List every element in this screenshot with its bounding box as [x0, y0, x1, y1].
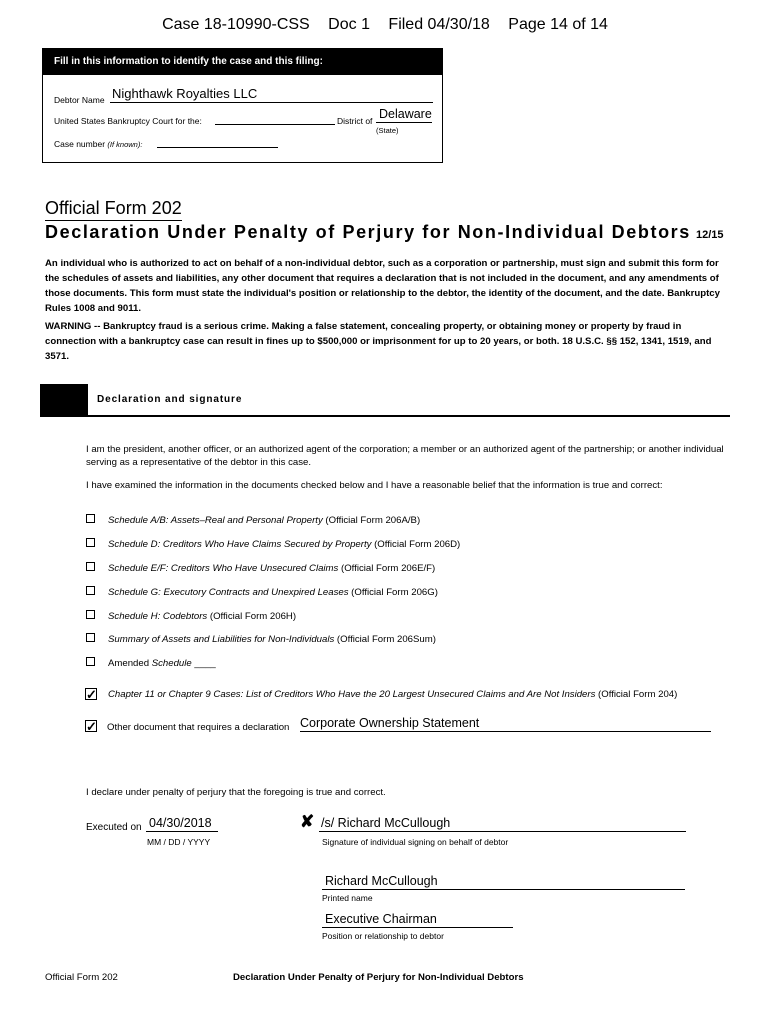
checkbox-schedule-ef[interactable] — [86, 562, 95, 571]
checkbox-schedule-d[interactable] — [86, 538, 95, 547]
checkbox-schedule-ab[interactable] — [86, 514, 95, 523]
checkbox-chapter-11-list[interactable]: ✓ — [86, 687, 97, 702]
position-caption: Position or relationship to debtor — [322, 931, 444, 941]
case-number-label: Case number — [54, 139, 106, 149]
item-schedule-d: Schedule D: Creditors Who Have Claims Secured by Property (Official Form 206D) — [108, 539, 461, 550]
signature-field[interactable] — [319, 816, 686, 832]
form-revision-date: 12/15 — [696, 229, 724, 241]
fraud-warning: WARNING -- Bankruptcy fraud is a serious crime. Making a false statement, concealing property, or obtaining money or property by fraud in connection with a bankruptcy case can result in fines up to $500,000 or imprisonment for up to 20 years, or both. 18 U.S.C. §§ 152, 1341, 1519, and 3571. — [45, 321, 712, 362]
execution-date-value: 04/30/2018 — [149, 816, 212, 830]
item-summary: Summary of Assets and Liabilities for Non-Individuals (Official Form 206Sum) — [108, 634, 436, 645]
part-divider — [40, 415, 730, 417]
other-document-value: Corporate Ownership Statement — [300, 716, 480, 730]
case-number-label-row — [54, 139, 142, 149]
checkbox-other-document[interactable]: ✓ — [86, 719, 97, 734]
examined-statement: I have examined the information in the documents checked below and I have a reasonable belief that the information is true and correct: — [86, 480, 663, 491]
item-schedule-h: Schedule H: Codebtors (Official Form 206H) — [108, 611, 297, 622]
checkbox-summary[interactable] — [86, 633, 95, 642]
item-chapter-11-list: Chapter 11 or Chapter 9 Cases: List of Creditors Who Have the 20 Largest Unsecured Claims and Are Not Insiders (Official Form 204) — [108, 689, 678, 700]
case-identification-heading: Fill in this information to identify the case and this filing: — [42, 48, 443, 75]
position-value: Executive Chairman — [325, 912, 437, 926]
doc-number-header: Doc 1 — [328, 16, 370, 33]
item-other-document-label: Other document that requires a declaration — [107, 722, 290, 733]
other-document-field[interactable] — [300, 716, 711, 732]
declaration-statement: I am the president, another officer, or an authorized agent of the corporation; a member or an authorized agent of the partnership; or another individual serving as a representative of the debtor in this case. — [86, 444, 724, 468]
part-title: Declaration and signature — [97, 394, 243, 405]
position-field[interactable] — [322, 912, 513, 928]
checkbox-amended-schedule[interactable] — [86, 657, 95, 666]
district-value: Delaware — [379, 107, 432, 121]
part-marker — [40, 384, 88, 417]
perjury-declaration: I declare under penalty of perjury that the foregoing is true and correct. — [86, 787, 386, 798]
form-instructions: An individual who is authorized to act on behalf of a non-individual debtor, such as a corporation or partnership, must sign and submit this form for the schedules of assets and liabilities, any other document that requires a declaration that is not included in the document, and any amendments of those documents. This form must state the individual's position or relationship to the debtor, the identity of the document, and the date. Bankruptcy Rules 1008 and 9011. — [45, 258, 720, 314]
signature-value: /s/ Richard McCullough — [321, 816, 451, 830]
form-title: Declaration Under Penalty of Perjury for Non-Individual Debtors — [45, 222, 691, 242]
case-number-header: Case 18-10990-CSS — [162, 16, 310, 33]
executed-on-label: Executed on — [86, 822, 142, 833]
case-number-field[interactable] — [157, 147, 278, 148]
page-count-header: Page 14 of 14 — [508, 16, 608, 33]
district-field[interactable] — [376, 107, 432, 123]
date-format-caption: MM / DD / YYYY — [147, 837, 211, 847]
item-amended-schedule: Amended Schedule ____ — [108, 658, 216, 669]
debtor-name-value: Nighthawk Royalties LLC — [112, 86, 258, 101]
footer-form-title: Declaration Under Penalty of Perjury for Non-Individual Debtors — [233, 972, 524, 983]
state-note: (State) — [376, 126, 399, 135]
case-number-note: (If known): — [107, 140, 143, 149]
item-schedule-ab: Schedule A/B: Assets–Real and Personal Property (Official Form 206A/B) — [108, 515, 421, 526]
district-label: District of — [337, 116, 373, 126]
court-field[interactable] — [215, 124, 335, 125]
checkbox-schedule-h[interactable] — [86, 610, 95, 619]
court-label: United States Bankruptcy Court for the: — [54, 116, 202, 126]
checkbox-schedule-g[interactable] — [86, 586, 95, 595]
printed-name-value: Richard McCullough — [325, 874, 438, 888]
printed-name-field[interactable] — [322, 874, 685, 890]
execution-date-field[interactable] — [146, 816, 218, 832]
debtor-name-field[interactable] — [110, 86, 433, 103]
printed-name-caption: Printed name — [322, 893, 373, 903]
footer-form-number: Official Form 202 — [45, 972, 118, 983]
signature-caption: Signature of individual signing on behalf of debtor — [322, 837, 509, 847]
item-schedule-ef: Schedule E/F: Creditors Who Have Unsecured Claims (Official Form 206E/F) — [108, 563, 436, 574]
filed-date-header: Filed 04/30/18 — [388, 16, 490, 33]
item-schedule-g: Schedule G: Executory Contracts and Unexpired Leases (Official Form 206G) — [108, 587, 438, 598]
debtor-name-label: Debtor Name — [54, 95, 105, 105]
form-number: Official Form 202 — [45, 198, 182, 221]
signature-x-icon: ✘ — [300, 812, 315, 831]
case-header — [0, 16, 770, 34]
